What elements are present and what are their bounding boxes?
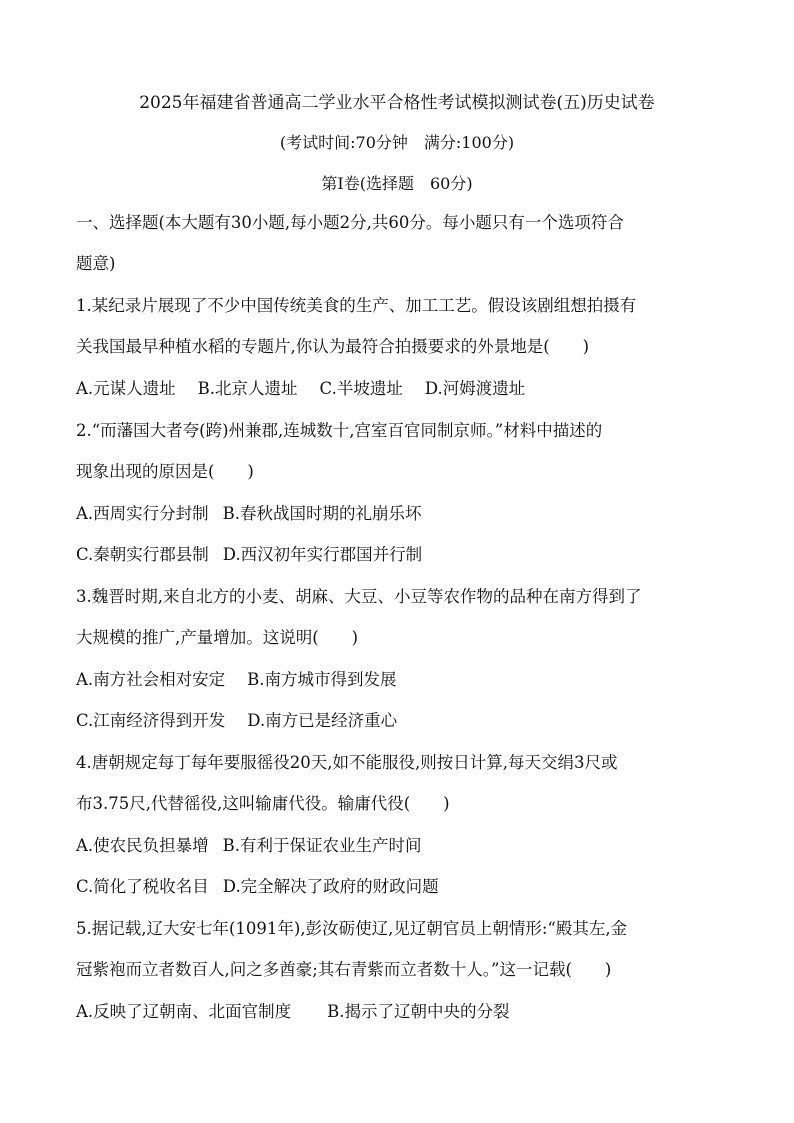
question-2-options-row-1 (76, 502, 726, 526)
option-a[interactable]: A.反映了辽朝南、北面官制度 (76, 1002, 292, 1021)
question-5-options-row-1 (76, 1000, 726, 1024)
exam-title: 2025年福建省普通高二学业水平合格性考试模拟测试卷(五)历史试卷 (139, 93, 655, 113)
section-instructions-line-2: 题意) (76, 254, 116, 273)
question-2-line-2: 现象出现的原因是( ) (76, 462, 254, 481)
option-a[interactable]: A.西周实行分封制 (76, 504, 209, 523)
option-c[interactable]: C.秦朝实行郡县制 (76, 545, 209, 564)
question-4-options-row-2 (76, 875, 726, 899)
question-5-line-1: 5.据记载,辽大安七年(1091年),彭汝砺使辽,见辽朝官员上朝情形:“殿其左,金 (76, 919, 628, 938)
question-4-options-row-1 (76, 834, 726, 858)
question-2-options-row-2 (76, 543, 726, 567)
option-a[interactable]: A.南方社会相对安定 (76, 670, 226, 689)
question-3-line-1: 3.魏晋时期,来自北方的小麦、胡麻、大豆、小豆等农作物的品种在南方得到了 (76, 587, 642, 606)
option-d[interactable]: D.西汉初年实行郡国并行制 (222, 545, 423, 564)
part-heading: 第Ⅰ卷(选择题 60分) (321, 174, 473, 193)
question-4-line-2: 布3.75尺,代替徭役,这叫输庸代役。输庸代役( ) (76, 794, 450, 813)
option-a[interactable]: A.使农民负担暴增 (76, 836, 209, 855)
question-1-options (76, 377, 726, 401)
option-b[interactable]: B.揭示了辽朝中央的分裂 (327, 1002, 510, 1021)
option-a[interactable]: A.元谋人遗址 (76, 379, 176, 398)
question-3-options-row-2 (76, 709, 726, 733)
section-instructions-line-1: 一、选择题(本大题有30小题,每小题2分,共60分。每小题只有一个选项符合 (76, 213, 624, 232)
question-2-line-1: 2.“而藩国大者夸(跨)州兼郡,连城数十,宫室百官同制京师。”材料中描述的 (76, 421, 603, 440)
option-d[interactable]: D.河姆渡遗址 (424, 379, 526, 398)
option-c[interactable]: C.简化了税收名目 (76, 877, 209, 896)
question-3-options-row-1 (76, 668, 726, 692)
exam-time-score: (考试时间:70分钟 满分:100分) (279, 133, 515, 152)
question-1-line-2: 关我国最早种植水稻的专题片,你认为最符合拍摄要求的外景地是( ) (76, 337, 590, 356)
option-c[interactable]: C.江南经济得到开发 (76, 711, 226, 730)
question-1-line-1: 1.某纪录片展现了不少中国传统美食的生产、加工工艺。假设该剧组想拍摄有 (76, 296, 637, 315)
option-b[interactable]: B.有利于保证农业生产时间 (222, 836, 422, 855)
option-b[interactable]: B.南方城市得到发展 (247, 670, 397, 689)
option-d[interactable]: D.南方已是经济重心 (247, 711, 398, 730)
question-5-line-2: 冠紫袍而立者数百人,问之多酋豪;其右青紫而立者数十人。”这一记载( ) (76, 960, 612, 979)
option-b[interactable]: B.春秋战国时期的礼崩乐坏 (222, 504, 422, 523)
question-3-line-2: 大规模的推广,产量增加。这说明( ) (76, 628, 359, 647)
question-4-line-1: 4.唐朝规定每丁每年要服徭役20天,如不能服役,则按日计算,每天交绢3尺或 (76, 753, 618, 772)
option-b[interactable]: B.北京人遗址 (197, 379, 298, 398)
option-d[interactable]: D.完全解决了政府的财政问题 (222, 877, 439, 896)
option-c[interactable]: C.半坡遗址 (319, 379, 403, 398)
